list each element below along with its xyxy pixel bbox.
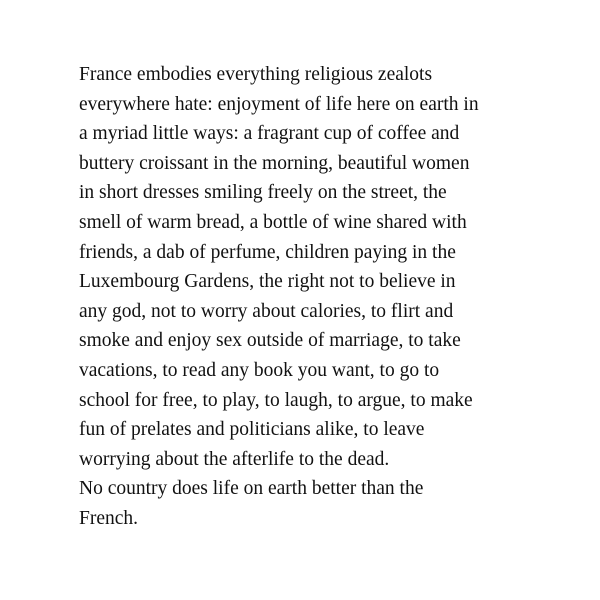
text-line: worrying about the afterlife to the dead. xyxy=(79,448,390,470)
text-line: vacations, to read any book you want, to go to xyxy=(79,359,440,381)
text-line: France embodies everything religious zealots xyxy=(79,64,433,85)
text-line: school for free, to play, to laugh, to argue, to make xyxy=(79,389,473,411)
text-line: smoke and enjoy sex outside of marriage, to take xyxy=(79,330,461,352)
text-line: No country does life on earth better than the xyxy=(79,478,424,500)
text-line: in short dresses smiling freely on the street, the xyxy=(79,182,447,204)
text-line: any god, not to worry about calories, to flirt and xyxy=(79,300,454,322)
text-line: smell of warm bread, a bottle of wine shared with xyxy=(79,211,467,233)
quote-text-block xyxy=(79,60,579,534)
text-line: everywhere hate: enjoyment of life here on earth in xyxy=(79,93,479,115)
text-line: buttery croissant in the morning, beautiful women xyxy=(79,152,470,174)
text-line: French. xyxy=(79,507,139,529)
text-line: Luxembourg Gardens, the right not to believe in xyxy=(79,271,456,293)
text-line: friends, a dab of perfume, children paying in the xyxy=(79,241,456,263)
text-line: a myriad little ways: a fragrant cup of coffee and xyxy=(79,123,460,145)
text-line: fun of prelates and politicians alike, to leave xyxy=(79,419,425,441)
